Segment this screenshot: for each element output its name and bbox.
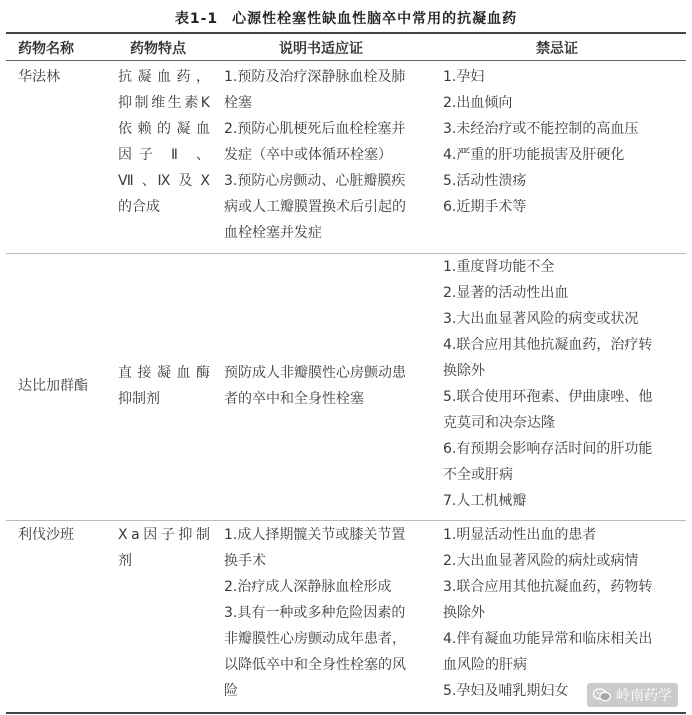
drug-name-cell: 华法林 [18,69,60,85]
contraindication-line: 3.联合应用其他抗凝血药，药物转 [443,579,653,595]
contraindication-line: 4.联合应用其他抗凝血药，治疗转 [443,337,653,353]
contraindication-line: 不全或肝病 [443,467,513,483]
contraindication-line: 6.有预期会影响存活时间的肝功能 [443,441,653,457]
indications-cell [224,522,432,704]
contraindication-line: 1.明显活动性出血的患者 [443,527,597,543]
feature-line: 因子 Ⅱ 、 [118,147,210,163]
contraindication-line: 5.联合使用环孢素、伊曲康唑、他 [443,389,653,405]
feature-line: 剂 [118,553,132,569]
indication-line: 2.预防心肌梗死后血栓栓塞并 [224,121,406,137]
contraindication-line: 3.未经治疗或不能控制的高血压 [443,121,639,137]
header-indications: 说明书适应证 [279,41,363,57]
contraindication-line: 4.严重的肝功能损害及肝硬化 [443,147,625,163]
contraindications-cell [443,254,683,514]
indication-line: 栓塞 [224,95,252,111]
indication-line: 预防成人非瓣膜性心房颤动患 [224,365,406,381]
top-rule [6,32,686,34]
contraindication-line: 1.重度肾功能不全 [443,259,555,275]
drug-features-cell [118,64,210,220]
row-divider [6,520,686,521]
indication-line: 病或人工瓣膜置换术后引起的 [224,199,406,215]
watermark-text: 岭南药学 [616,688,672,704]
table-title [0,8,692,28]
indication-line: 以降低卒中和全身性栓塞的风 [224,657,406,673]
indication-line: 3.预防心房颤动、心脏瓣膜疾 [224,173,406,189]
watermark [587,683,678,707]
feature-line: 抑制维生素K [118,95,210,111]
contraindication-line: 克莫司和决奈达隆 [443,415,555,431]
table-title-text: 心源性栓塞性缺血性脑卒中常用的抗凝血药 [232,11,518,27]
wechat-icon [593,688,611,702]
indication-line: 非瓣膜性心房颤动成年患者， [224,631,406,647]
bottom-rule [6,712,686,714]
table-number: 表1-1 [174,11,219,27]
contraindication-line: 3.大出血显著风险的病变或状况 [443,311,639,327]
contraindication-line: 6.近期手术等 [443,199,527,215]
contraindication-line: 5.孕妇及哺乳期妇女 [443,683,569,699]
feature-line: 抑制剂 [118,391,160,407]
contraindication-line: 2.大出血显著风险的病灶或病情 [443,553,639,569]
indication-line: 换手术 [224,553,266,569]
feature-line: 抗凝血药， [118,69,210,85]
indication-line: 1.预防及治疗深静脉血栓及肺 [224,69,406,85]
contraindication-line: 5.活动性溃疡 [443,173,527,189]
contraindication-line: 7.人工机械瓣 [443,493,527,509]
indication-line: 1.成人择期髋关节或膝关节置 [224,527,406,543]
header-drug-features: 药物特点 [130,41,186,57]
contraindication-line: 换除外 [443,363,485,379]
indication-line: 者的卒中和全身性栓塞 [224,391,364,407]
indication-line: 3.具有一种或多种危险因素的 [224,605,406,621]
indication-line: 2.治疗成人深静脉血栓形成 [224,579,392,595]
feature-line: 依赖的凝血 [118,121,210,137]
header-contraindications: 禁忌证 [536,41,578,57]
contraindication-line: 血风险的肝病 [443,657,527,673]
contraindication-line: 2.显著的活动性出血 [443,285,569,301]
feature-line: Ⅶ 、Ⅸ 及 Ⅹ [118,173,210,189]
header-rule [6,60,686,61]
indications-cell [224,360,432,412]
drug-features-cell [118,522,210,574]
indication-line: 发症（卒中或体循环栓塞） [224,147,392,163]
feature-line: Ⅹa因子抑制 [118,527,210,543]
feature-line: 直接凝血酶 [118,365,210,381]
contraindication-line: 2.出血倾向 [443,95,513,111]
contraindication-line: 1.孕妇 [443,69,485,85]
contraindication-line: 换除外 [443,605,485,621]
feature-line: 的合成 [118,199,160,215]
indications-cell [224,64,432,246]
drug-name-cell: 利伐沙班 [18,527,74,543]
header-drug-name: 药物名称 [18,41,74,57]
indication-line: 血栓栓塞并发症 [224,225,322,241]
drug-features-cell [118,360,210,412]
indication-line: 险 [224,683,238,699]
drug-name-cell: 达比加群酯 [18,378,88,394]
contraindications-cell [443,64,683,220]
contraindication-line: 4.伴有凝血功能异常和临床相关出 [443,631,653,647]
contraindications-cell [443,522,683,704]
